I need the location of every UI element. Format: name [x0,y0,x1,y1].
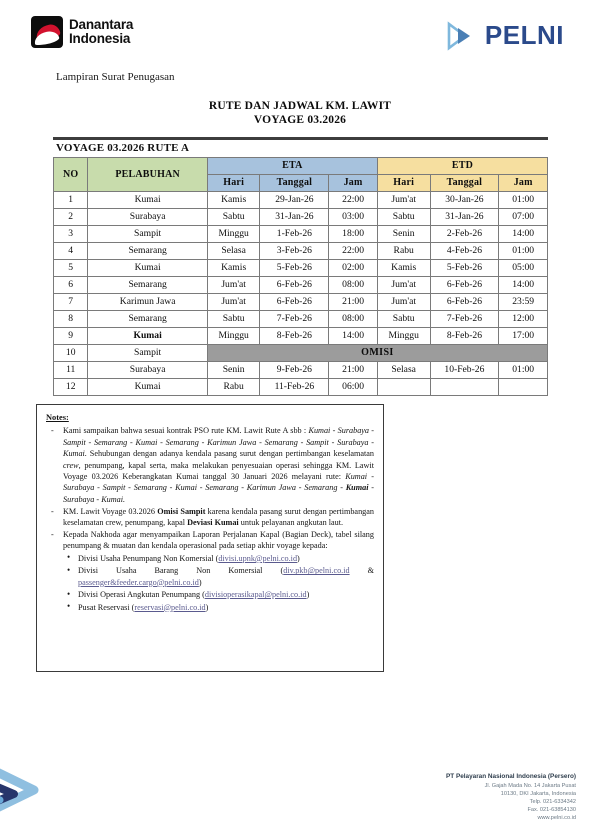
recipient-close-paren: ) [297,553,300,563]
recipient-label: Pusat Reservasi ( [78,602,135,612]
note1-crew: crew [63,460,79,470]
cell-omisi: OMISI [207,345,547,362]
footer-wave-graphic [0,754,110,826]
table-row [54,243,548,260]
cell-etd-jam: 01:00 [499,362,548,379]
cell-etd-hari: Kamis [377,260,430,277]
cell-pelabuhan: Kumai [88,192,207,209]
notes-title: Notes: [46,413,69,422]
cell-etd-tanggal: 30-Jan-26 [430,192,499,209]
cell-etd-hari [377,379,430,396]
cell-eta-jam: 21:00 [329,294,378,311]
cell-pelabuhan: Semarang [88,243,207,260]
recipient-close-paren: ) [306,590,310,600]
cell-etd-tanggal: 5-Feb-26 [430,260,499,277]
cell-etd-hari: Jum'at [377,294,430,311]
recipient-close-paren: ) [205,602,209,612]
cell-eta-tanggal: 6-Feb-26 [260,294,329,311]
schedule-table-body [54,192,548,396]
note-item-3 [46,529,374,613]
header-eta-tanggal: Tanggal [260,175,329,192]
cell-pelabuhan: Surabaya [88,209,207,226]
cell-no: 11 [54,362,88,379]
cell-eta-hari: Senin [207,362,260,379]
table-row [54,192,548,209]
cell-eta-jam: 22:00 [329,192,378,209]
cell-eta-tanggal: 6-Feb-26 [260,277,329,294]
danantara-logo [31,16,133,48]
lampiran-label: Lampiran Surat Penugasan [56,71,175,83]
cell-etd-tanggal: 7-Feb-26 [430,311,499,328]
table-row [54,294,548,311]
cell-eta-tanggal: 7-Feb-26 [260,311,329,328]
table-row [54,345,548,362]
cell-etd-jam: 07:00 [499,209,548,226]
cell-eta-hari: Rabu [207,379,260,396]
note-item-1 [46,425,374,505]
table-row [54,277,548,294]
recipient-separator: & [349,566,374,576]
pelni-wordmark: PELNI [484,20,564,50]
cell-eta-hari: Selasa [207,243,260,260]
recipient-label: Divisi Usaha Barang Non Komersial ( [78,566,284,576]
cell-eta-hari: Kamis [207,192,260,209]
title-divider [53,137,548,140]
cell-no: 3 [54,226,88,243]
footer-website: www.pelni.co.id [537,815,576,821]
recipient-label: Divisi Usaha Penumpang Non Komersial ( [78,553,219,563]
note1-route2-a: Kumai - Surabaya - Sampit - Semarang - Kumai - Semarang - Karimun Jawa - Semarang - [63,472,375,493]
header-group-eta: ETA [207,158,377,175]
note2-c: untuk pelayanan angkutan laut. [238,518,344,528]
cell-etd-jam: 05:00 [499,260,548,277]
cell-no: 9 [54,328,88,345]
document-header [0,0,600,72]
cell-etd-jam: 01:00 [499,192,548,209]
cell-etd-hari: Minggu [377,328,430,345]
cell-etd-tanggal: 2-Feb-26 [430,226,499,243]
cell-pelabuhan: Semarang [88,277,207,294]
cell-eta-tanggal: 9-Feb-26 [260,362,329,379]
cell-no: 10 [54,345,88,362]
note1-body-b: , penumpang, kapal serta, maka melakukan penyesuaian operasi sehingga KM. Lawit Voyage 03.2026 Keberangkatan Kumai tanggal 30 Januari 2026 melayani rute: [63,460,374,482]
cell-eta-jam: 02:00 [329,260,378,277]
recipient-item [63,565,374,588]
cell-eta-tanggal: 5-Feb-26 [260,260,329,277]
cell-pelabuhan: Kumai [88,379,207,396]
table-row [54,379,548,396]
recipient-item [63,553,374,564]
cell-eta-hari: Sabtu [207,209,260,226]
header-eta-hari: Hari [207,175,260,192]
footer-address-line1: Jl. Gajah Mada No. 14 Jakarta Pusat [484,783,576,789]
note2-bold-omisi: Omisi Sampit [157,506,206,516]
cell-etd-hari: Sabtu [377,311,430,328]
cell-eta-hari: Minggu [207,328,260,345]
cell-etd-tanggal: 10-Feb-26 [430,362,499,379]
cell-no: 7 [54,294,88,311]
cell-no: 8 [54,311,88,328]
note2-b: karena kendala pasang surut dengan pertimbangan keselamatan crew, penumpang, kapal [63,506,374,528]
table-header-row-groups [54,158,548,175]
recipient-email-link-secondary[interactable]: passenger&feeder.cargo@pelni.co.id [78,577,199,587]
cell-eta-hari: Jum'at [207,277,260,294]
cell-etd-hari: Sabtu [377,209,430,226]
cell-no: 1 [54,192,88,209]
note-item-2 [46,506,374,529]
cell-eta-jam: 18:00 [329,226,378,243]
cell-etd-hari: Senin [377,226,430,243]
table-row [54,362,548,379]
cell-etd-tanggal [430,379,499,396]
cell-eta-tanggal: 11-Feb-26 [260,379,329,396]
cell-etd-jam: 23:59 [499,294,548,311]
cell-etd-hari: Jum'at [377,192,430,209]
table-row [54,311,548,328]
schedule-table-container [53,157,548,396]
footer-address [446,773,576,822]
note3-text: Kepada Nakhoda agar menyampaikan Laporan Perjalanan Kapal (Bagian Deck), tabel silang penumpang & muatan dan kendala operasional pada setiap akhir voyage kepada: [63,530,374,551]
recipient-email-link[interactable]: reservasi@pelni.co.id [134,602,206,612]
danantara-wordmark [69,18,133,47]
table-row [54,328,548,345]
note2-bold-deviasi: Deviasi Kumai [187,518,239,528]
note1-route2-b: - Surabaya - Kumai. [63,483,374,504]
cell-etd-hari: Selasa [377,362,430,379]
table-row [54,209,548,226]
notes-list [46,425,374,613]
danantara-line1: Danantara [69,16,134,32]
recipient-item [63,589,374,600]
recipient-email-link[interactable]: divisi.upnk@pelni.co.id [218,553,298,563]
note1-lead: Kami sampaikan bahwa sesuai kontrak PSO rute KM. Lawit Rute A sbb : [63,426,307,436]
title-line-1: RUTE DAN JADWAL KM. LAWIT [208,100,392,112]
cell-etd-tanggal: 4-Feb-26 [430,243,499,260]
note1-route: Kumai - Surabaya - Sampit - Semarang - Kumai - Semarang - Karimun Jawa - Semarang - Sampit - Surabaya - Kumai. [63,426,375,459]
cell-eta-jam: 22:00 [329,243,378,260]
cell-no: 5 [54,260,88,277]
table-row [54,226,548,243]
cell-etd-hari: Rabu [377,243,430,260]
cell-no: 2 [54,209,88,226]
recipient-label: Divisi Operasi Angkutan Penumpang ( [78,590,205,600]
footer-fax: Fax. 021-63854130 [527,807,576,813]
cell-eta-hari: Sabtu [207,311,260,328]
cell-eta-hari: Minggu [207,226,260,243]
cell-eta-hari: Jum'at [207,294,260,311]
note2-a: KM. Lawit Voyage 03.2026 [63,506,158,516]
cell-etd-hari: Jum'at [377,277,430,294]
header-group-etd: ETD [377,158,547,175]
title-line-2: VOYAGE 03.2026 [253,113,347,126]
cell-etd-jam: 14:00 [499,226,548,243]
table-row [54,260,548,277]
schedule-table [53,157,548,396]
note1-route2-bold: Kumai [345,483,369,493]
pelni-chevron-icon [446,21,480,51]
cell-eta-jam: 06:00 [329,379,378,396]
footer-phone: Telp. 021-6334342 [529,799,576,805]
danantara-line2: Indonesia [69,31,131,46]
cell-eta-jam: 21:00 [329,362,378,379]
cell-etd-tanggal: 6-Feb-26 [430,294,499,311]
cell-eta-tanggal: 3-Feb-26 [260,243,329,260]
cell-etd-jam: 12:00 [499,311,548,328]
header-pelabuhan: PELABUHAN [88,158,207,192]
pelni-logo [446,20,564,51]
recipients-list [63,553,374,613]
cell-pelabuhan: Sampit [88,226,207,243]
cell-etd-jam: 17:00 [499,328,548,345]
cell-eta-jam: 03:00 [329,209,378,226]
cell-pelabuhan: Kumai [88,260,207,277]
cell-etd-jam: 01:00 [499,243,548,260]
cell-eta-tanggal: 1-Feb-26 [260,226,329,243]
header-eta-jam: Jam [329,175,378,192]
footer-company-name: PT Pelayaran Nasional Indonesia (Persero) [446,773,576,780]
recipient-item [63,602,374,613]
cell-pelabuhan: Surabaya [88,362,207,379]
recipient-close-paren: ) [198,577,202,587]
cell-eta-jam: 08:00 [329,311,378,328]
cell-pelabuhan: Karimun Jawa [88,294,207,311]
header-etd-tanggal: Tanggal [430,175,499,192]
cell-pelabuhan: Kumai [88,328,207,345]
cell-eta-jam: 08:00 [329,277,378,294]
voyage-route-label: VOYAGE 03.2026 RUTE A [56,142,190,154]
cell-etd-jam [499,379,548,396]
recipient-email-link[interactable]: div.pkb@pelni.co.id [283,566,350,576]
cell-etd-tanggal: 31-Jan-26 [430,209,499,226]
cell-no: 6 [54,277,88,294]
cell-no: 4 [54,243,88,260]
page-title [0,100,600,127]
cell-eta-tanggal: 31-Jan-26 [260,209,329,226]
recipient-email-link[interactable]: divisioperasikapal@pelni.co.id [204,590,307,600]
cell-eta-hari: Kamis [207,260,260,277]
cell-etd-tanggal: 6-Feb-26 [430,277,499,294]
schedule-table-head [54,158,548,192]
cell-eta-jam: 14:00 [329,328,378,345]
header-etd-jam: Jam [499,175,548,192]
cell-eta-tanggal: 29-Jan-26 [260,192,329,209]
footer-address-line2: 10130, DKI Jakarta, Indonesia [500,791,576,797]
header-no: NO [54,158,88,192]
cell-etd-tanggal: 8-Feb-26 [430,328,499,345]
danantara-mark-icon [31,16,63,48]
cell-pelabuhan: Sampit [88,345,207,362]
notes-box [36,404,384,672]
cell-no: 12 [54,379,88,396]
cell-eta-tanggal: 8-Feb-26 [260,328,329,345]
cell-pelabuhan: Semarang [88,311,207,328]
header-etd-hari: Hari [377,175,430,192]
cell-etd-jam: 14:00 [499,277,548,294]
note1-body-a: Sehubungan dengan adanya kendala pasang surut dengan pertimbangan keselamatan [89,449,374,459]
